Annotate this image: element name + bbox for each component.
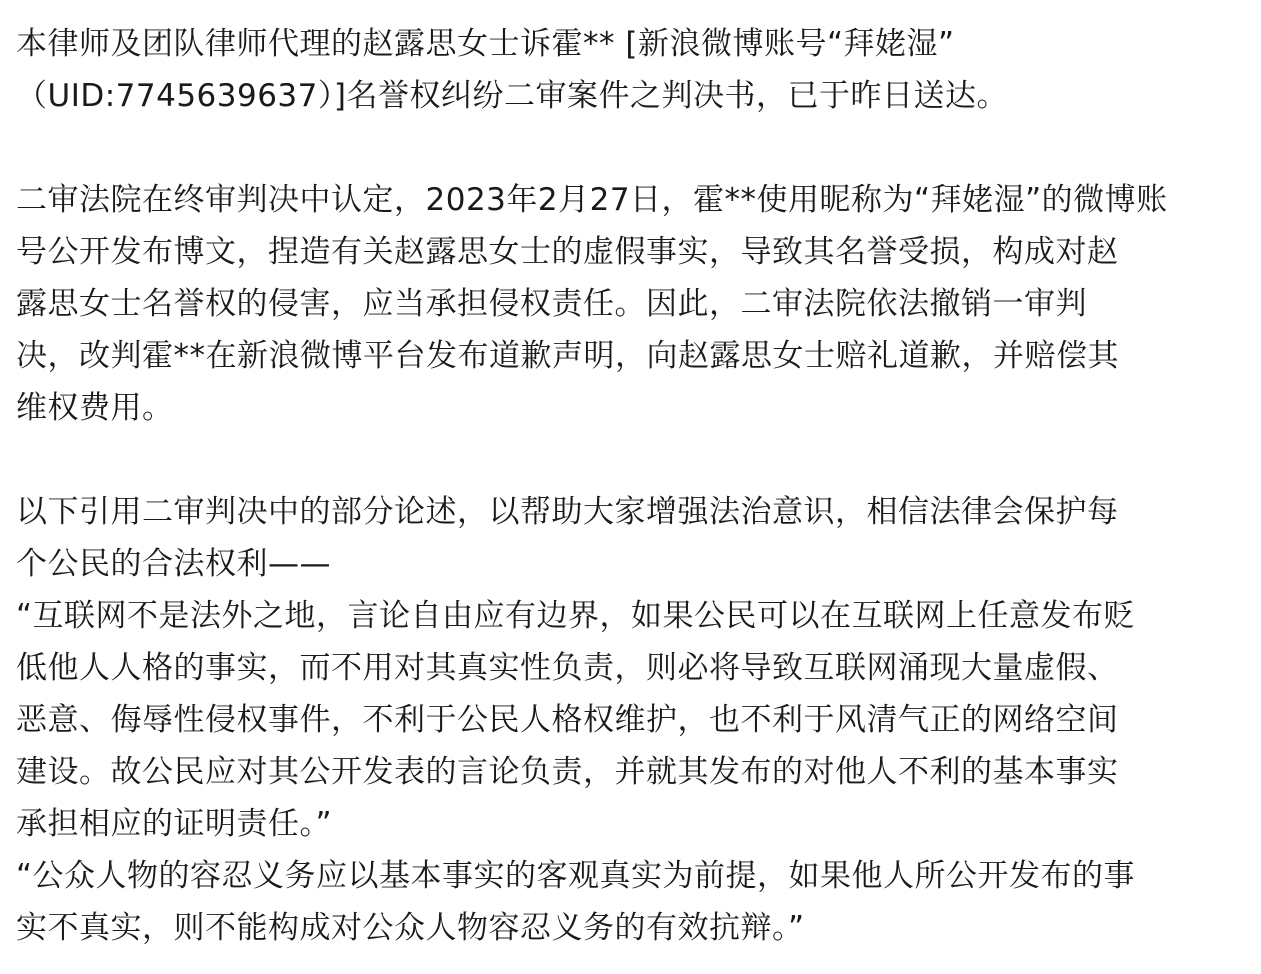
quote-line: 建设。故公民应对其公开发表的言论负责，并就其发布的对他人不利的基本事实	[16, 754, 1119, 790]
quote-line: 实不真实，则不能构成对公众人物容忍义务的有效抗辩。”	[16, 910, 805, 946]
text-line: 以下引用二审判决中的部分论述，以帮助大家增强法治意识，相信法律会保护每	[16, 494, 1119, 530]
quote-line: 恶意、侮辱性侵权事件，不利于公民人格权维护，也不利于风清气正的网络空间	[16, 702, 1119, 738]
paragraph-court-ruling	[16, 174, 1241, 434]
text-line: 二审法院在终审判决中认定，2023年2月27日，霍**使用昵称为“拜姥湿”的微博账	[16, 182, 1168, 218]
text-line: 露思女士名誉权的侵害，应当承担侵权责任。因此，二审法院依法撤销一审判	[16, 286, 1087, 322]
text-line: 维权费用。	[16, 390, 174, 426]
quote-line: “互联网不是法外之地，言论自由应有边界，如果公民可以在互联网上任意发布贬	[16, 598, 1136, 634]
text-line: 号公开发布博文，捏造有关赵露思女士的虚假事实，导致其名誉受损，构成对赵	[16, 234, 1119, 270]
quote-line: “公众人物的容忍义务应以基本事实的客观真实为前提，如果他人所公开发布的事	[16, 858, 1136, 894]
quote-line: 低他人人格的事实，而不用对其真实性负责，则必将导致互联网涌现大量虚假、	[16, 650, 1119, 686]
paragraph-gap	[16, 434, 1241, 486]
text-line: 决，改判霍**在新浪微博平台发布道歉声明，向赵露思女士赔礼道歉，并赔偿其	[16, 338, 1119, 374]
document-body	[16, 18, 1241, 954]
text-line: （UID:7745639637）]名誉权纠纷二审案件之判决书，已于昨日送达。	[16, 78, 1008, 114]
quote-line: 承担相应的证明责任。”	[16, 806, 333, 842]
text-line: 个公民的合法权利——	[16, 546, 331, 582]
text-line: 本律师及团队律师代理的赵露思女士诉霍** [新浪微博账号“拜姥湿”	[16, 26, 955, 62]
paragraph-gap	[16, 122, 1241, 174]
paragraph-judgment-quotes	[16, 486, 1241, 954]
paragraph-case-notice	[16, 18, 1241, 122]
